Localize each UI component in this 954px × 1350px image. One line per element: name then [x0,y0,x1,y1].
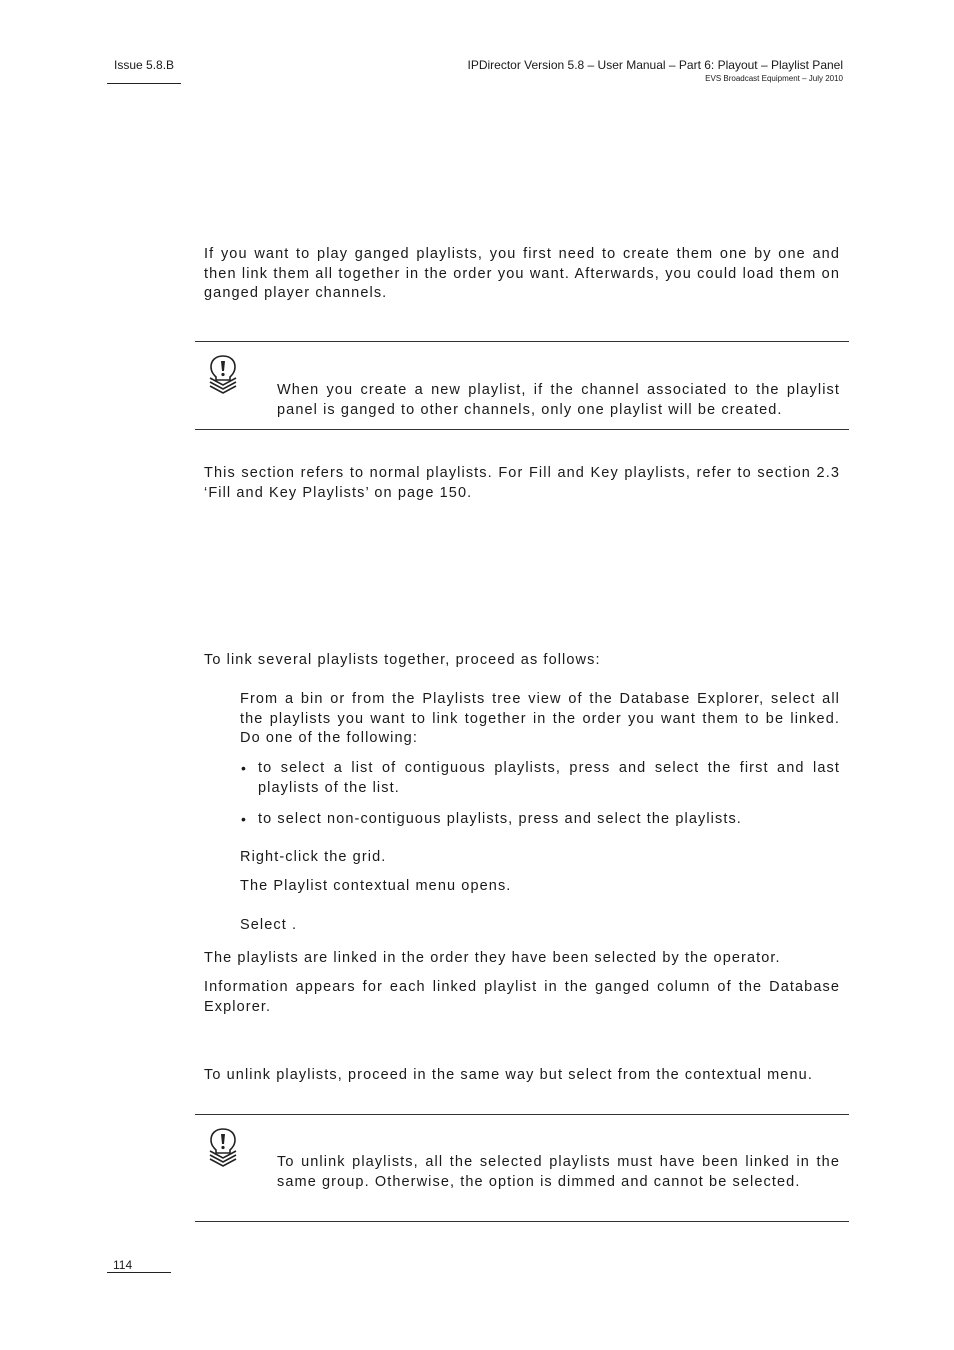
note-bottom-rule [195,429,849,430]
unlink-paragraph: To unlink playlists, proceed in the same way but select from the contextual menu. [204,1067,813,1083]
step-3: Select . [240,917,298,933]
footer-divider [107,1272,171,1273]
document-title: IPDirector Version 5.8 – User Manual – Part 6: Playout – Playlist Panel [467,58,843,72]
issue-label: Issue 5.8.B [114,58,175,72]
section-reference-paragraph: This section refers to normal playlists. For Fill and Key playlists, refer to section 2.3 ‘Fill and Key Playlists’ on page 150. [204,465,840,501]
note-text: To unlink playlists, all the selected playlists must have been linked in the same group. Otherwise, the option is dimmed and cannot be selected. [277,1154,840,1190]
note-icon [207,354,239,394]
note-top-rule [195,1114,849,1115]
bullet-marker: • [241,811,246,827]
page-number: 114 [113,1258,133,1272]
bullet-contiguous: to select a list of contiguous playlists, press and select the first and last playlists of the list. [258,760,840,796]
note-icon [207,1127,239,1167]
document-subtitle: EVS Broadcast Equipment – July 2010 [705,74,843,83]
link-result-2: Information appears for each linked playlist in the ganged column of the Database Explorer. [204,979,840,1015]
header-divider [107,83,181,84]
step-2: Right-click the grid. [240,849,387,865]
note-bottom-rule [195,1221,849,1222]
note-top-rule [195,341,849,342]
step-1: From a bin or from the Playlists tree view of the Database Explorer, select all the playlists you want to link together in the order you want them to be linked. Do one of the following: [240,691,840,746]
step-2-result: The Playlist contextual menu opens. [240,878,512,894]
note-text: When you create a new playlist, if the channel associated to the playlist panel is ganged to other channels, only one playlist will be created. [277,382,840,418]
link-intro: To link several playlists together, proceed as follows: [204,652,601,668]
intro-paragraph: If you want to play ganged playlists, you first need to create them one by one and then link them all together in the order you want. Afterwards, you could load them on ganged player channels. [204,246,840,301]
bullet-non-contiguous: to select non-contiguous playlists, press and select the playlists. [258,811,742,827]
bullet-marker: • [241,760,246,776]
link-result-1: The playlists are linked in the order they have been selected by the operator. [204,950,781,966]
